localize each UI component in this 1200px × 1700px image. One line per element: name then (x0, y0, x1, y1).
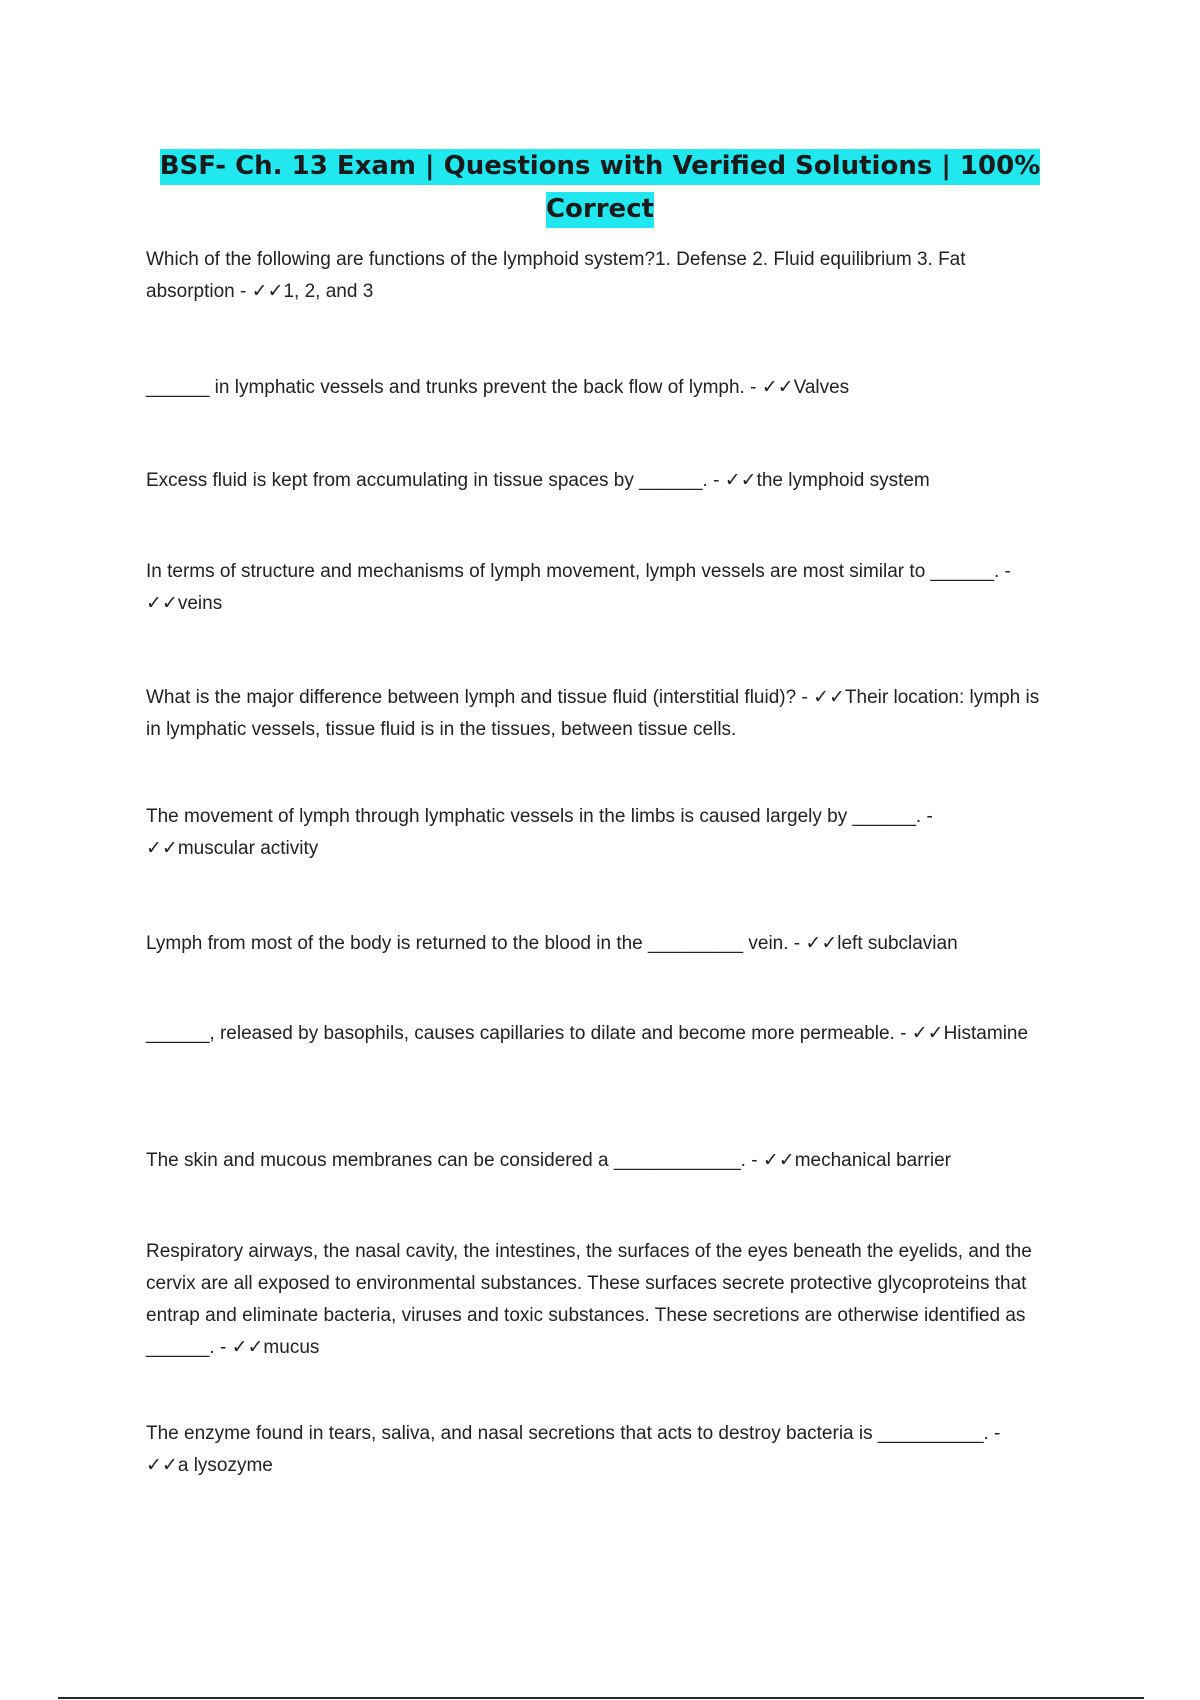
separator: - (788, 933, 806, 954)
answer-text: muscular activity (177, 838, 319, 859)
question-text: Lymph from most of the body is returned to the blood in the _________ vein. (146, 933, 789, 954)
answer-text: Their location: lymph is in lymphatic vessels, tissue fluid is in the tissues, between tissue cells. (146, 687, 1040, 740)
answer-text: left subclavian (837, 933, 958, 954)
separator: - (744, 377, 762, 398)
separator: - (707, 470, 725, 491)
question-text: Respiratory airways, the nasal cavity, the intestines, the surfaces of the eyes beneath the eyelids, and the cervix are all exposed to environmental substances. These surfaces secrete protective glycoproteins that entrap and eliminate bacteria, viruses and toxic substances. These secretions are otherwise identified as ______. (146, 1241, 1032, 1358)
separator: - (921, 806, 933, 827)
check-marks-icon: ✓✓ (146, 593, 178, 614)
check-marks-icon: ✓✓ (805, 933, 838, 954)
separator: - (988, 1423, 1001, 1444)
answer-text: a lysozyme (177, 1455, 273, 1476)
check-marks-icon: ✓✓ (762, 1150, 795, 1171)
footer-divider (58, 1697, 1144, 1699)
qa-item-1 (146, 244, 1046, 308)
check-marks-icon: ✓✓ (911, 1023, 944, 1044)
question-text: Which of the following are functions of the lymphoid system?1. Defense 2. Fluid equilibrium 3. Fat absorption (146, 249, 966, 302)
qa-item-5 (146, 682, 1046, 746)
question-text: In terms of structure and mechanisms of lymph movement, lymph vessels are most similar to ______. (146, 561, 1000, 582)
question-text: The enzyme found in tears, saliva, and nasal secretions that acts to destroy bacteria is __________. (146, 1423, 989, 1444)
separator: - (999, 561, 1011, 582)
qa-item-3 (146, 465, 1046, 497)
check-marks-icon: ✓✓ (146, 1455, 178, 1476)
qa-item-4 (146, 556, 1046, 620)
question-text: The movement of lymph through lymphatic vessels in the limbs is caused largely by ______. (146, 806, 922, 827)
qa-item-7 (146, 928, 1046, 960)
document-title (146, 145, 1054, 231)
answer-text: veins (177, 593, 223, 614)
check-marks-icon: ✓✓ (724, 470, 757, 491)
question-text: The skin and mucous membranes can be considered a ____________. (146, 1150, 746, 1171)
answer-text: mechanical barrier (794, 1150, 951, 1171)
separator: - (894, 1023, 912, 1044)
qa-item-9 (146, 1145, 1046, 1177)
separator: - (214, 1337, 232, 1358)
check-marks-icon: ✓✓ (251, 281, 284, 302)
question-text: What is the major difference between lymph and tissue fluid (interstitial fluid)? (146, 687, 797, 708)
separator: - (796, 687, 814, 708)
question-text: ______, released by basophils, causes capillaries to dilate and become more permeable. (146, 1023, 895, 1044)
title-highlight: BSF- Ch. 13 Exam | Questions with Verified Solutions | 100% Correct (160, 149, 1041, 228)
qa-item-6 (146, 801, 1046, 865)
answer-text: 1, 2, and 3 (283, 281, 374, 302)
answer-text: Valves (793, 377, 850, 398)
check-marks-icon: ✓✓ (146, 838, 178, 859)
qa-item-10 (146, 1236, 1046, 1364)
question-text: Excess fluid is kept from accumulating in tissue spaces by ______. (146, 470, 708, 491)
answer-text: the lymphoid system (756, 470, 930, 491)
check-marks-icon: ✓✓ (813, 687, 845, 708)
check-marks-icon: ✓✓ (761, 377, 794, 398)
answer-text: Histamine (943, 1023, 1029, 1044)
separator: - (745, 1150, 763, 1171)
question-text: ______ in lymphatic vessels and trunks prevent the back flow of lymph. (146, 377, 745, 398)
qa-item-8 (146, 1018, 1046, 1050)
check-marks-icon: ✓✓ (231, 1337, 264, 1358)
qa-item-2 (146, 372, 1046, 404)
qa-item-11 (146, 1418, 1046, 1482)
answer-text: mucus (263, 1337, 320, 1358)
separator: - (234, 281, 252, 302)
